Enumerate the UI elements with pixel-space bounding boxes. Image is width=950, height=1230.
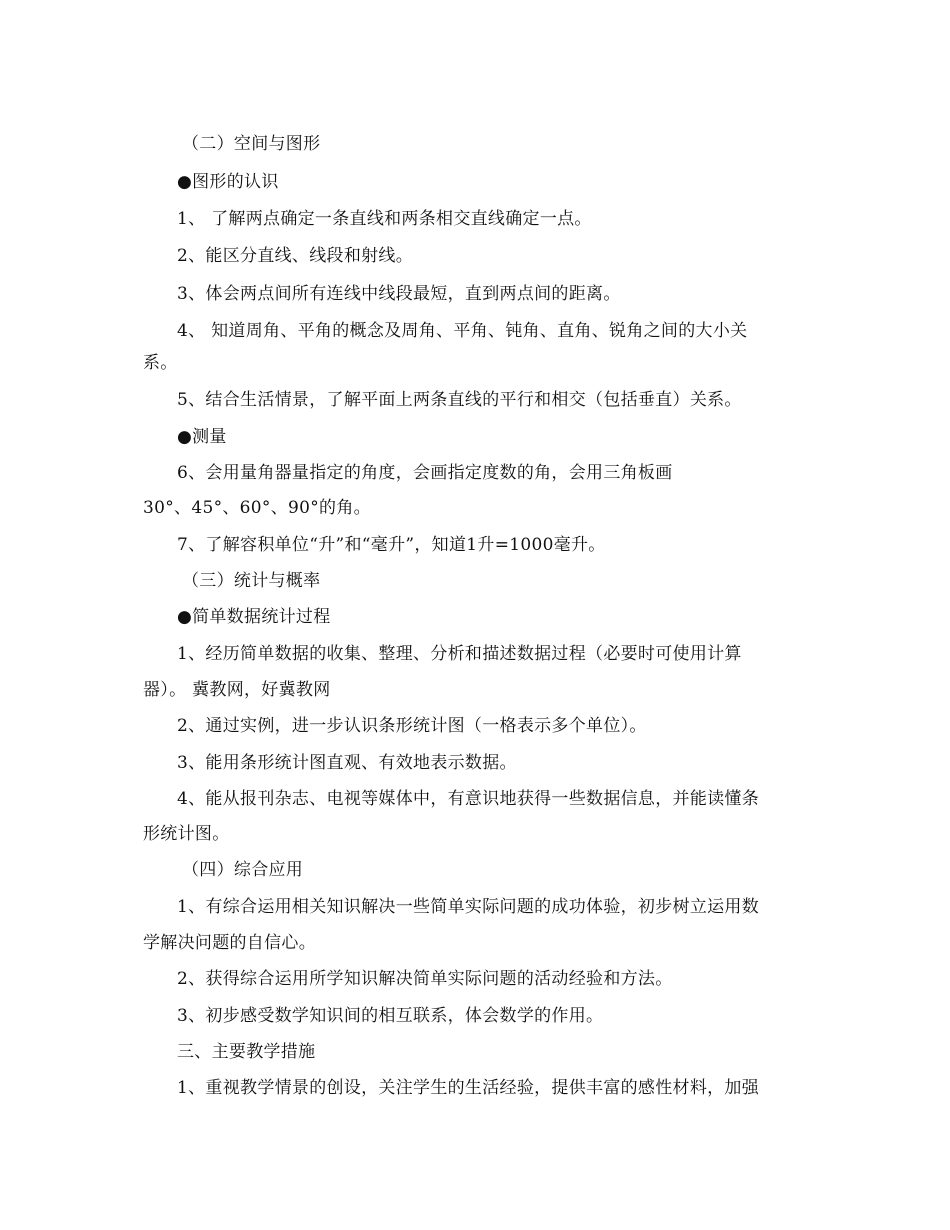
paragraph-line: 1、 了解两点确定一条直线和两条相交直线确定一点。	[177, 209, 592, 229]
paragraph-line: 1、经历简单数据的收集、整理、分析和描述数据过程（必要时可使用计算	[177, 644, 742, 664]
subheading-shape-recognition: ●图形的认识	[177, 172, 279, 192]
paragraph-line: 2、获得综合运用所学知识解决简单实际问题的活动经验和方法。	[177, 969, 673, 989]
subheading-measurement: ●测量	[177, 427, 227, 447]
paragraph-line: 3、能用条形统计图直观、有效地表示数据。	[177, 753, 517, 773]
section-heading-space-and-shapes: （二）空间与图形	[182, 134, 321, 154]
section-heading-statistics-probability: （三）统计与概率	[182, 571, 321, 591]
paragraph-line-continuation: 形统计图。	[143, 824, 230, 844]
paragraph-line: 3、初步感受数学知识间的相互联系，体会数学的作用。	[177, 1006, 604, 1026]
subheading-simple-data-statistics: ●简单数据统计过程	[177, 607, 331, 627]
paragraph-line-continuation: 学解决问题的自信心。	[143, 933, 316, 953]
paragraph-line: 3、体会两点间所有连线中线段最短，直到两点间的距离。	[177, 284, 621, 304]
paragraph-line-continuation: 30°、45°、60°、90°的角。	[143, 498, 371, 518]
section-heading-comprehensive-application: （四）综合应用	[182, 860, 304, 880]
paragraph-line: 1、有综合运用相关知识解决一些简单实际问题的成功体验，初步树立运用数	[177, 897, 760, 917]
paragraph-line: 4、 知道周角、平角的概念及周角、平角、钝角、直角、锐角之间的大小关	[177, 321, 748, 341]
section-heading-main-teaching-measures: 三、主要教学措施	[177, 1042, 316, 1062]
paragraph-line-continuation: 系。	[143, 353, 178, 373]
paragraph-line: 2、通过实例，进一步认识条形统计图（一格表示多个单位）。	[177, 716, 647, 736]
paragraph-line: 2、能区分直线、线段和射线。	[177, 246, 414, 266]
paragraph-line: 6、会用量角器量指定的角度，会画指定度数的角，会用三角板画	[177, 463, 673, 483]
paragraph-line-continuation: 器）。 冀教网，好冀教网	[143, 680, 331, 700]
paragraph-line: 4、能从报刊杂志、电视等媒体中，有意识地获得一些数据信息，并能读懂条	[177, 789, 760, 809]
paragraph-line: 5、结合生活情景，了解平面上两条直线的平行和相交（包括垂直）关系。	[177, 390, 742, 410]
paragraph-line: 7、了解容积单位“升”和“毫升”，知道1升=1000毫升。	[177, 535, 606, 555]
paragraph-line: 1、重视教学情景的创设，关注学生的生活经验，提供丰富的感性材料，加强	[177, 1078, 760, 1098]
